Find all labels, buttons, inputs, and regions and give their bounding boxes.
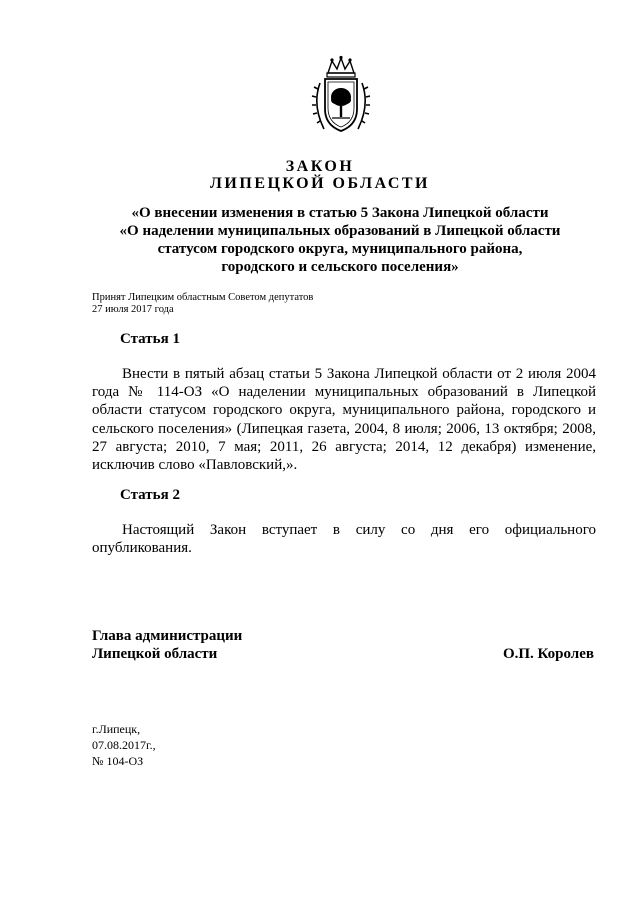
- article-2-line: опубликования.: [92, 540, 192, 557]
- subject-line: городского и сельского поселения»: [221, 259, 459, 275]
- coat-of-arms-icon: [310, 55, 372, 135]
- article-1-line: года № 114-ОЗ «О наделении муниципальных образований в Липецкой: [92, 384, 596, 401]
- law-subject: [100, 204, 580, 276]
- article-1-line: области статусом городского округа, муниципального района, городского и: [92, 402, 596, 419]
- signatory-position-line: Липецкой области: [92, 646, 218, 662]
- adoption-date: 27 июля 2017 года: [92, 304, 174, 315]
- footer-number: № 104-ОЗ: [92, 754, 144, 768]
- article-1-line: Внести в пятый абзац статьи 5 Закона Липецкой области от 2 июля 2004: [122, 366, 596, 382]
- article-1-line: 27 августа; 2010, 7 мая; 2011, 26 августа; 2014, 12 декабря) изменение,: [92, 438, 596, 455]
- article-1-text: [92, 365, 596, 474]
- subject-line: «О внесении изменения в статью 5 Закона Липецкой области: [131, 205, 549, 221]
- law-region-title: ЛИПЕЦКОЙ ОБЛАСТИ: [210, 175, 430, 192]
- article-2-text: [92, 521, 596, 557]
- signatory-position-line: Глава администрации: [92, 628, 243, 644]
- footer-date: 07.08.2017г.,: [92, 738, 156, 752]
- article-2-heading: Статья 2: [120, 487, 180, 503]
- article-1-line: сельского поселения» (Липецкая газета, 2004, 8 июля; 2006, 13 октября; 2008,: [92, 420, 596, 437]
- article-2-line: Настоящий Закон вступает в силу со дня его официального: [122, 522, 596, 538]
- article-1-heading: Статья 1: [120, 331, 180, 347]
- adoption-body: Принят Липецким областным Советом депутатов: [92, 292, 314, 303]
- subject-line: «О наделении муниципальных образований в Липецкой области: [119, 223, 561, 239]
- subject-line: статусом городского округа, муниципального района,: [157, 241, 523, 257]
- signatory-name: О.П. Королев: [502, 646, 594, 662]
- document-footer: [92, 721, 156, 769]
- signatory-position: [92, 627, 242, 663]
- law-title: ЗАКОН: [285, 158, 355, 175]
- footer-city: г.Липецк,: [92, 722, 141, 736]
- adoption-note: [92, 292, 313, 316]
- article-1-line: исключив слово «Павловский,».: [92, 457, 298, 474]
